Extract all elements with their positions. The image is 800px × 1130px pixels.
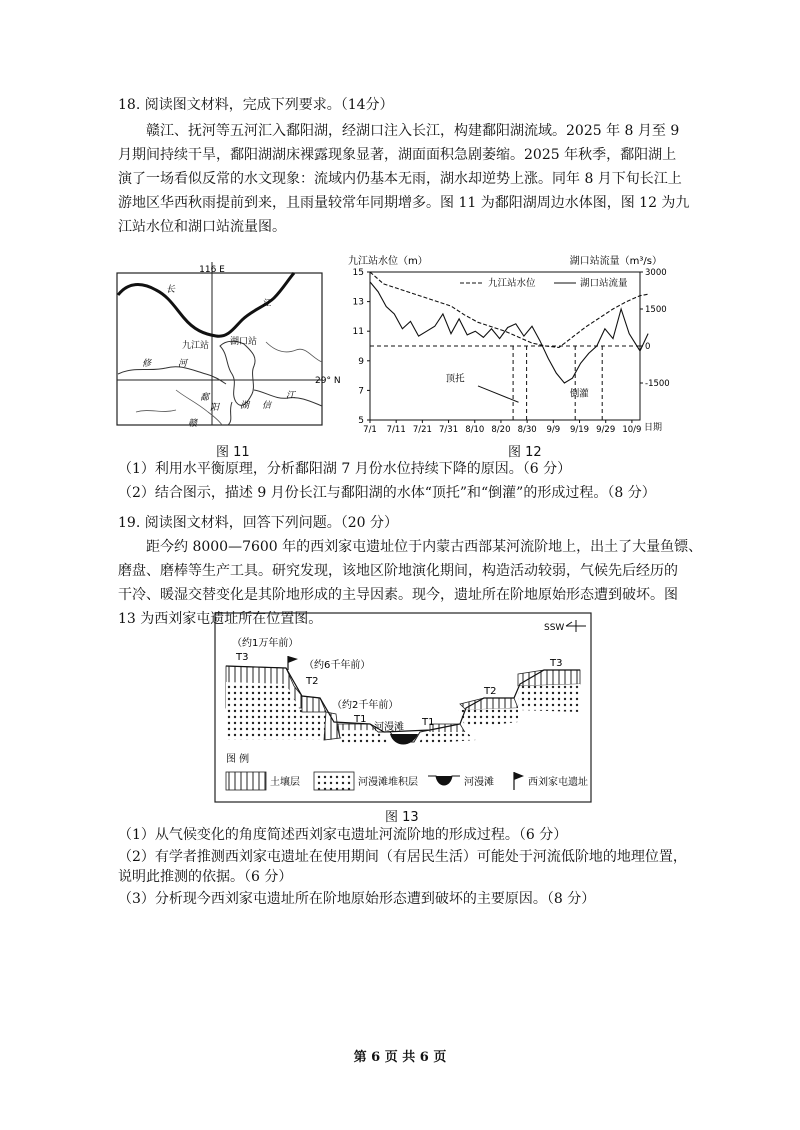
chart-x-tick-label: 9/19 xyxy=(569,425,590,435)
q19-para-line: 13 为西刘家屯遗址所在位置图。 xyxy=(118,611,323,627)
q19-para-line: 距今约 8000—7600 年的西刘家屯遗址位于内蒙古西部某河流阶地上，出土了大量鱼镖、 xyxy=(146,539,703,555)
q19-question-2: （2）有学者推测西刘家屯遗址在使用期间（有居民生活）可能处于河流低阶地的地理位置， xyxy=(118,849,687,865)
chart-x-tick-label: 7/21 xyxy=(412,425,432,435)
chart-legend xyxy=(460,277,628,289)
chart-y-tick-label: 9 xyxy=(358,356,364,367)
figure-12-caption: 图 12 xyxy=(508,445,542,460)
terrace-label-t2-right: T2 xyxy=(484,686,497,697)
chart-y-tick-label: 7 xyxy=(358,386,364,397)
q18-question-2: （2）结合图示，描述 9 月份长江与鄱阳湖的水体“顶托”和“倒灌”的形成过程。（8 分） xyxy=(118,485,656,501)
legend-label-water-level: 九江站水位 xyxy=(488,278,536,289)
map-label-gan: 赣 xyxy=(188,419,198,429)
legend-label-floodplain: 河漫滩 xyxy=(464,777,494,788)
legend-label-soil: 土壤层 xyxy=(270,777,300,788)
figure-13-terrace-profile xyxy=(214,612,594,804)
chart-y-tick-label: 5 xyxy=(358,416,364,426)
figure-12-chart xyxy=(344,252,670,438)
figure-11-caption: 图 11 xyxy=(216,445,250,460)
figure-13-caption: 图 13 xyxy=(385,810,419,825)
map-label-jiang: 江 xyxy=(262,299,272,309)
direction-label: SSW xyxy=(544,623,565,633)
chart-axes xyxy=(353,268,670,435)
q19-title: 19. 阅读图文材料，回答下列问题。（20 分） xyxy=(118,515,398,531)
terrace-label-t1-right: T1 xyxy=(422,717,435,728)
floodplain-label: 河漫滩 xyxy=(374,722,404,733)
chart-y-tick-label: 15 xyxy=(352,268,364,278)
q18-para-line: 演了一场看似反常的水文现象：流域内仍基本无雨，湖水却逆势上涨。同年 8 月下旬长江上 xyxy=(118,171,682,187)
chart-x-tick-label: 8/20 xyxy=(491,425,511,435)
chart-y2-tick-label: 3000 xyxy=(645,268,667,278)
site-flag-icon xyxy=(288,656,298,663)
terrace-label-t3-left: T3 xyxy=(236,652,249,663)
chart-x-tick-label: 8/10 xyxy=(465,425,485,435)
q18-question-1: （1）利用水平衡原理，分析鄱阳湖 7 月份水位持续下降的原因。（6 分） xyxy=(118,461,572,477)
chart-x-tick-label: 9/9 xyxy=(546,425,561,435)
chart-y2-tick-label: 1500 xyxy=(645,305,667,315)
soil-layer-t2-right xyxy=(460,698,518,710)
chart-x-tick-label: 10/9 xyxy=(622,425,642,435)
chart-y-tick-label: 11 xyxy=(352,327,364,338)
legend-title: 图 例 xyxy=(226,754,250,765)
chart-y2-tick-label: -1500 xyxy=(645,379,670,389)
soil-layer-t2-left xyxy=(302,696,326,712)
chart-right-axis-title: 湖口站流量（m³/s） xyxy=(569,256,662,267)
q18-para-line: 月期间持续干旱，鄱阳湖湖床裸露现象显著，湖面面积急剧萎缩。2025 年秋季，鄱阳湖上 xyxy=(118,147,677,163)
q18-para-line: 江站水位和湖口站流量图。 xyxy=(118,219,286,235)
legend-flag-icon xyxy=(514,772,524,790)
terrace-label-t1-left: T1 xyxy=(354,714,367,725)
legend-swatch-soil xyxy=(226,772,266,790)
terrace-age-1: （约1万年前） xyxy=(232,638,299,649)
legend-label-flow: 湖口站流量 xyxy=(580,278,628,289)
direction-arrow-icon xyxy=(566,620,586,632)
chart-x-tick-label: 9/29 xyxy=(596,425,616,435)
chart-y-tick-label: 13 xyxy=(352,297,364,308)
q19-question-3: （3）分析现今西刘家屯遗址所在阶地原始形态遭到破坏的主要原因。（8 分） xyxy=(118,891,596,907)
terrace-age-2: （约6千年前） xyxy=(304,660,371,671)
chart-x-tick-label: 7/1 xyxy=(363,425,377,435)
terrace-label-t2-left: T2 xyxy=(306,676,319,687)
map-label-po: 鄱 xyxy=(200,393,210,403)
map-label-he: 河 xyxy=(178,359,188,369)
chart-annotation-arrow xyxy=(478,386,519,402)
chart-x-unit: 日期 xyxy=(644,423,663,433)
chart-left-axis-title: 九江站水位（m） xyxy=(348,256,428,267)
map-label-chang: 长 xyxy=(166,285,176,295)
figure-11-map xyxy=(116,262,341,437)
q19-para-line: 干冷、暖湿交替变化是其阶地形成的主导因素。现今，遗址所在阶地原始形态遭到破坏。图 xyxy=(118,587,678,603)
chart-x-tick-label: 7/31 xyxy=(439,425,459,435)
map-label-jiujiang-station: 九江站 xyxy=(182,341,210,351)
q19-question-2-cont: 说明此推测的依据。（6 分） xyxy=(118,869,293,885)
soil-layer-t3-right xyxy=(518,670,580,686)
q18-para-line: 游地区华西秋雨提前到来，且雨量较常年同期增多。图 11 为鄱阳湖周边水体图，图 12 为九 xyxy=(118,195,690,211)
page-footer: 第 6 页 共 6 页 xyxy=(353,1050,447,1065)
legend-swatch-floodplain-deposit xyxy=(314,772,354,790)
q19-para-line: 磨盘、磨棒等生产工具。研究发现，该地区阶地演化期间，构造活动较弱，气候先后经历的 xyxy=(118,563,678,579)
legend-label-floodplain-deposit: 河漫滩堆积层 xyxy=(358,777,418,788)
terrace-age-3: （约2千年前） xyxy=(332,700,399,711)
map-lon-label: 116 E xyxy=(199,265,225,275)
legend-label-site: 西刘家屯遗址 xyxy=(528,777,588,788)
chart-series xyxy=(370,272,651,420)
chart-x-tick-label: 8/30 xyxy=(517,425,537,435)
q19-question-1: （1）从气候变化的角度简述西刘家屯遗址河流阶地的形成过程。（6 分） xyxy=(118,827,568,843)
map-lat-label: 29° N xyxy=(315,376,341,386)
terrace-label-t3-right: T3 xyxy=(550,658,563,669)
map-label-xin: 信 xyxy=(262,401,272,411)
q18-title: 18. 阅读图文材料，完成下列要求。（14分） xyxy=(118,97,394,113)
map-label-xiu: 修 xyxy=(142,359,152,369)
floodplain-channel xyxy=(390,734,418,745)
chart-y2-tick-label: 0 xyxy=(645,342,651,352)
chart-x-tick-label: 7/11 xyxy=(386,425,406,435)
chart-annotation-daoguan: 倒灌 xyxy=(569,388,589,400)
map-label-hu: 湖 xyxy=(240,401,250,411)
q18-para-line: 赣江、抚河等五河汇入鄱阳湖，经湖口注入长江，构建鄱阳湖流域。2025 年 8 月至 9 xyxy=(146,123,680,139)
map-label-hukou-station: 湖口站 xyxy=(230,337,258,347)
map-label-xinjiang: 江 xyxy=(286,391,296,401)
map-label-yang: 阳 xyxy=(210,403,220,413)
chart-annotation-dingtuo: 顶托 xyxy=(445,373,465,385)
